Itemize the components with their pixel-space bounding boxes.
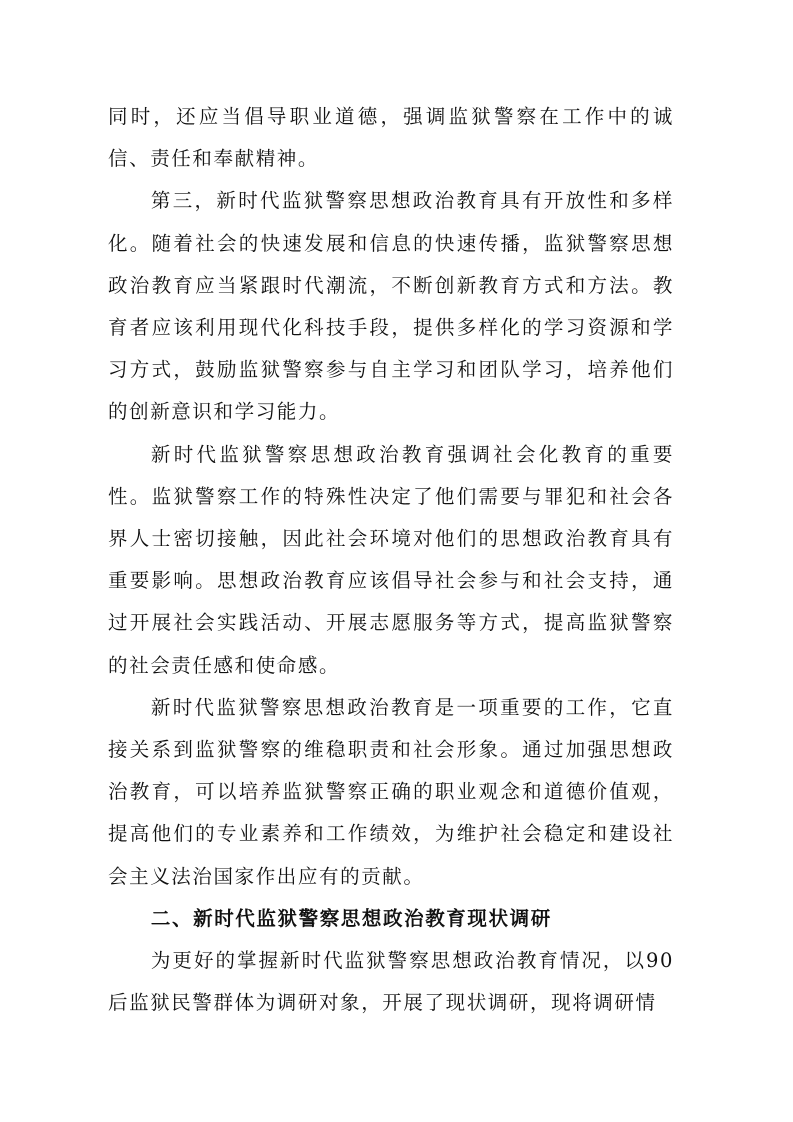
section-heading: 二、新时代监狱警察思想政治教育现状调研	[150, 906, 552, 930]
paragraph-socialized-education: 新时代监狱警察思想政治教育强调社会化教育的重要性。监狱警察工作的特殊性决定了他们需要与罪犯和社会各界人士密切接触，因此社会环境对他们的思想政治教育具有重要影响。思想政治教育应该倡导社会参与和社会支持，通过开展社会实践活动、开展志愿服务等方式，提高监狱警察的社会责任感和使命感。	[108, 442, 674, 677]
paragraph-openness-diversity: 第三，新时代监狱警察思想政治教育具有开放性和多样化。随着社会的快速发展和信息的快速传播，监狱警察思想政治教育应当紧跟时代潮流，不断创新教育方式和方法。教育者应该利用现代化科技手段，提供多样化的学习资源和学习方式，鼓励监狱警察参与自主学习和团队学习，培养他们的创新意识和学习能力。	[108, 189, 674, 424]
paragraph-importance: 新时代监狱警察思想政治教育是一项重要的工作，它直接关系到监狱警察的维稳职责和社会形象。通过加强思想政治教育，可以培养监狱警察正确的职业观念和道德价值观，提高他们的专业素养和工作绩效，为维护社会稳定和建设社会主义法治国家作出应有的贡献。	[108, 695, 674, 888]
paragraph-continuation: 同时，还应当倡导职业道德，强调监狱警察在工作中的诚信、责任和奉献精神。	[108, 105, 674, 171]
document-body	[108, 96, 674, 1024]
paragraph-survey-intro: 为更好的掌握新时代监狱警察思想政治教育情况，以90后监狱民警群体为调研对象，开展了现状调研，现将调研情	[108, 949, 674, 1015]
